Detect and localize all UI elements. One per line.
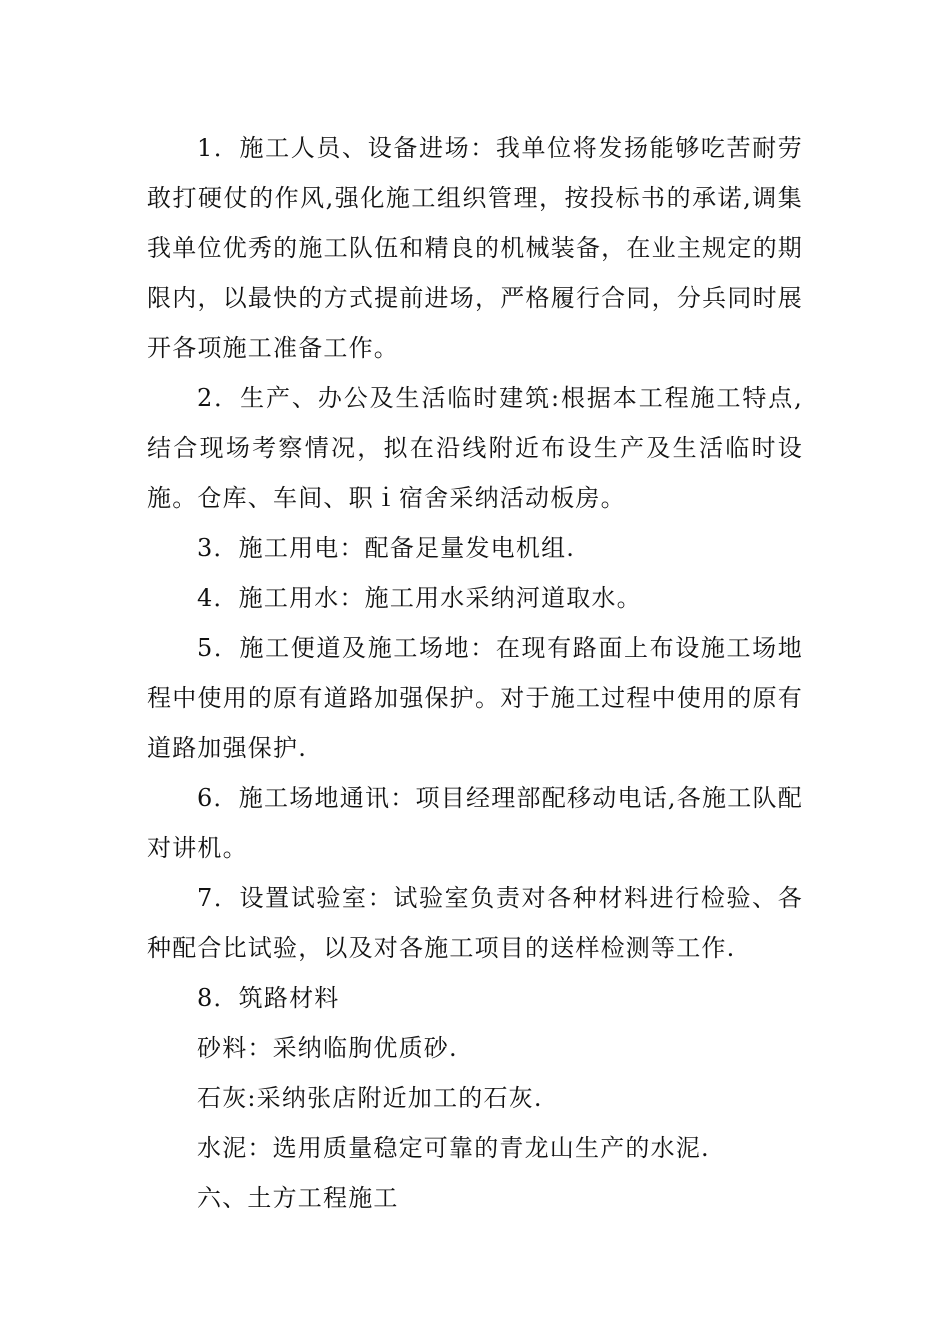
paragraph-access-road: 5．施工便道及施工场地：在现有路面上布设施工场地程中使用的原有道路加强保护。对于施工过程中使用的原有道路加强保护. [147, 634, 803, 762]
paragraph-power: 3．施工用电：配备足量发电机组. [197, 534, 576, 562]
document-body [147, 123, 803, 1223]
paragraph-temporary-buildings: 2．生产、办公及生活临时建筑:根据本工程施工特点,结合现场考察情况，拟在沿线附近布设生产及生活临时设施。仓库、车间、职ｉ宿舍采纳活动板房。 [147, 384, 803, 512]
paragraph-personnel-equipment: 1．施工人员、设备进场：我单位将发扬能够吃苦耐劳敢打硬仗的作风,强化施工组织管理，按投标书的承诺,调集我单位优秀的施工队伍和精良的机械装备，在业主规定的期限内，以最快的方式提前进场，严格履行合同，分兵同时展开各项施工准备工作。 [147, 134, 803, 362]
paragraph-laboratory: 7．设置试验室：试验室负责对各种材料进行检验、各种配合比试验，以及对各施工项目的送样检测等工作. [147, 884, 803, 962]
paragraph-communication: 6．施工场地通讯：项目经理部配移动电话,各施工队配对讲机。 [147, 784, 803, 862]
paragraph-lime: 石灰:采纳张店附近加工的石灰. [197, 1084, 543, 1112]
paragraph-water: 4．施工用水：施工用水采纳河道取水。 [197, 584, 642, 612]
paragraph-cement: 水泥：选用质量稳定可靠的青龙山生产的水泥. [197, 1134, 710, 1162]
section-heading-earthwork: 六、土方工程施工 [197, 1184, 399, 1212]
paragraph-materials-heading: 8．筑路材料 [197, 984, 340, 1012]
paragraph-sand: 砂料：采纳临朐优质砂. [197, 1034, 458, 1062]
